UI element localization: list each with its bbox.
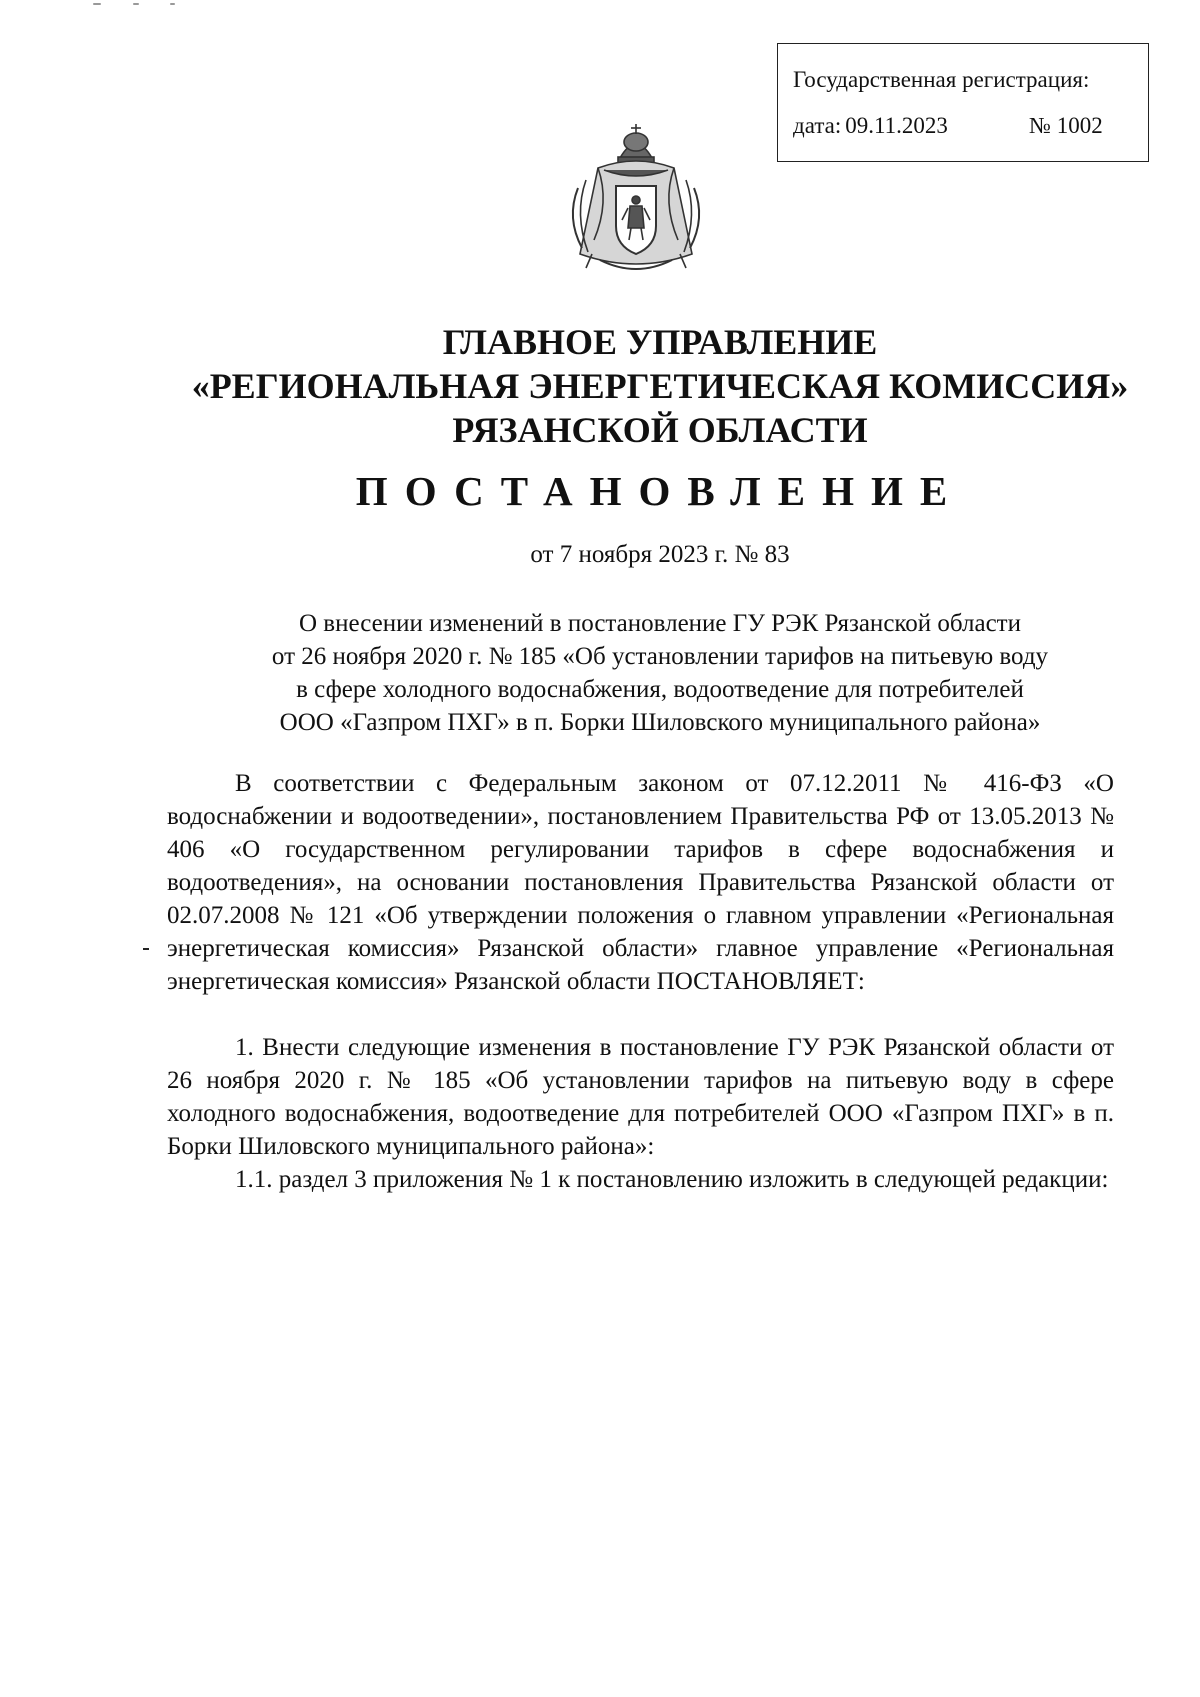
scan-speck [133,3,139,5]
ryazan-oblast-coat-of-arms-icon [560,122,712,280]
scan-speck [170,3,175,5]
registration-stamp [777,43,1149,162]
item-1-1-paragraph: 1.1. раздел 3 приложения № 1 к постановлению изложить в следующей редакции: [235,1166,1109,1193]
item-1-paragraph: 1. Внести следующие изменения в постановление ГУ РЭК Рязанской области от 26 ноября 2020 г. № 185 «Об установлении тарифов на питьевую воду в сфере холодного водоснабжения, водоотведение для потребителей ООО «Газпром ПХГ» в п. Борки Шиловского муниципального района»: [167,1034,1114,1160]
document-type-heading: ПОСТАНОВЛЕНИЕ [355,468,965,514]
subject-line: ООО «Газпром ПХГ» в п. Борки Шиловского муниципального района» [279,709,1041,736]
registration-date [793,114,948,137]
registration-number: № 1002 [1029,113,1103,138]
organization-title [0,320,1200,452]
document-subject [0,607,1200,739]
organization-title-line: РЯЗАНСКОЙ ОБЛАСТИ [452,410,868,450]
document-date-number: от 7 ноября 2023 г. № 83 [530,541,790,568]
organization-title-line: «РЕГИОНАЛЬНАЯ ЭНЕРГЕТИЧЕСКАЯ КОМИССИЯ» [191,366,1129,406]
scan-speck [93,3,101,5]
subject-line: О внесении изменений в постановление ГУ РЭК Рязанской области [299,610,1021,637]
scan-margin-mark [143,948,149,950]
registration-date-label: дата: [793,113,842,138]
subject-line: от 26 ноября 2020 г. № 185 «Об установлении тарифов на питьевую воду [271,643,1049,670]
document-body [167,767,1114,1196]
registration-date-value: 09.11.2023 [845,113,948,138]
preamble-paragraph: В соответствии с Федеральным законом от 07.12.2011 № 416-ФЗ «О водоснабжении и водоотведении», постановлением Правительства РФ от 13.05.2013 № 406 «О государственном регулировании тарифов в сфере водоснабжения и водоотведения», на основании постановления Правительства Рязанской области от 02.07.2008 № 121 «Об утверждении положения о главном управлении «Региональная энергетическая комиссия» Рязанской области» главное управление «Региональная энергетическая комиссия» Рязанской области ПОСТАНОВЛЯЕТ: [167,770,1114,995]
registration-title: Государственная регистрация: [793,67,1090,92]
organization-title-line: ГЛАВНОЕ УПРАВЛЕНИЕ [442,322,878,362]
subject-line: в сфере холодного водоснабжения, водоотведение для потребителей [296,676,1024,703]
